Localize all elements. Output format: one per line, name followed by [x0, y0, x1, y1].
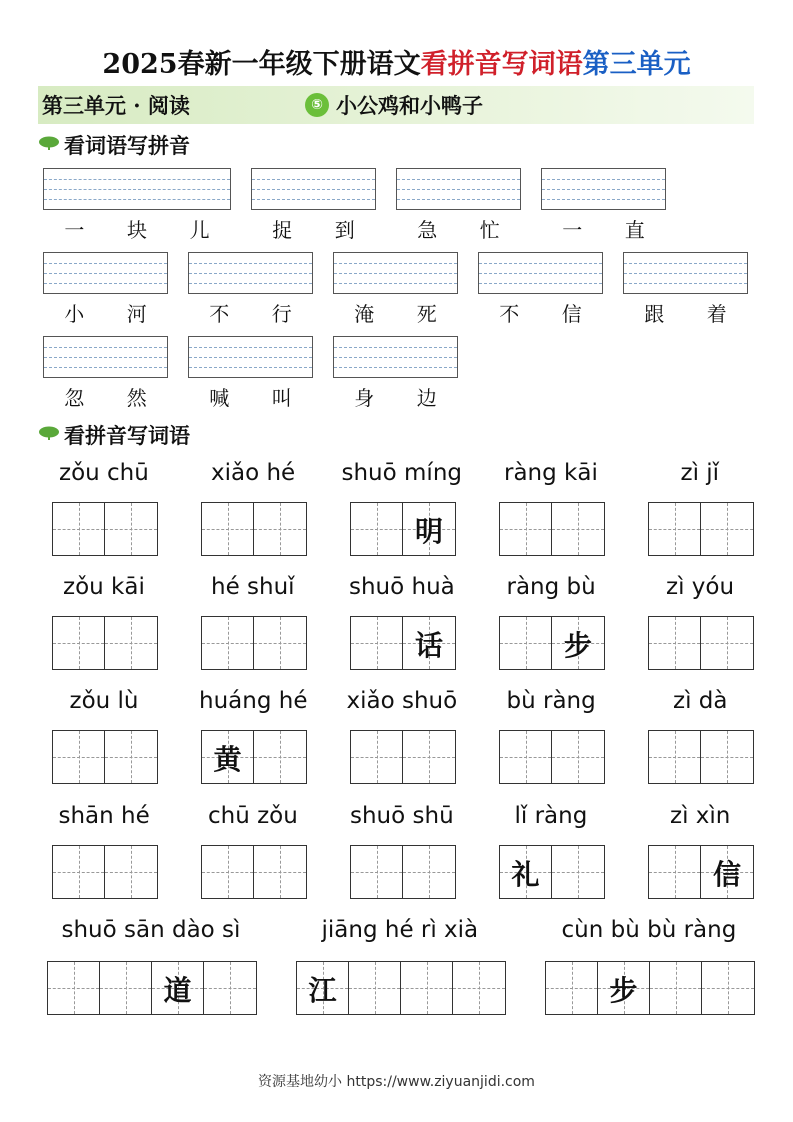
tianzige-grid	[648, 730, 754, 784]
tianzige-grid	[350, 502, 456, 556]
pinyin-prompt: ràng bù	[506, 574, 596, 600]
writing-cell[interactable]	[403, 731, 455, 783]
tianzige-grid	[47, 961, 257, 1015]
word-character: 到	[334, 218, 355, 242]
writing-cell[interactable]	[403, 503, 455, 555]
pinyin-prompt: lǐ ràng	[514, 803, 588, 829]
pinyin-prompt: zì dà	[673, 688, 728, 714]
word-character: 儿	[189, 218, 210, 242]
writing-cell[interactable]	[701, 617, 753, 669]
word-character: 边	[416, 386, 437, 410]
word-character: 河	[126, 302, 147, 326]
given-character: 话	[414, 629, 443, 662]
word-character: 直	[624, 218, 645, 242]
writing-cell[interactable]	[48, 962, 100, 1014]
writing-cell[interactable]	[100, 962, 152, 1014]
given-character: 步	[563, 629, 592, 662]
writing-cell[interactable]	[297, 962, 349, 1014]
pinyin-prompt: shān hé	[58, 803, 150, 829]
pinyin-prompt: zǒu kāi	[63, 574, 145, 600]
pinyin-prompt: jiāng hé rì xià	[321, 917, 479, 943]
given-character: 道	[163, 974, 192, 1007]
footer-source: 资源基地幼小 https://www.ziyuanjidi.com	[258, 1074, 535, 1090]
writing-cell[interactable]	[254, 731, 306, 783]
tianzige-grid	[499, 730, 605, 784]
pinyin-prompt: zì yóu	[666, 574, 735, 600]
tianzige-grid	[201, 845, 307, 899]
writing-cell[interactable]	[152, 962, 204, 1014]
word-character: 一	[64, 218, 85, 242]
title-part-grade: 2025春新一年级下册语文	[102, 49, 421, 80]
writing-cell[interactable]	[351, 731, 403, 783]
tianzige-grid	[201, 502, 307, 556]
writing-cell[interactable]	[649, 503, 701, 555]
writing-cell[interactable]	[202, 617, 254, 669]
word-character: 然	[126, 386, 147, 410]
word-character: 小	[64, 302, 85, 326]
page-title	[0, 42, 793, 81]
writing-cell[interactable]	[500, 617, 552, 669]
pinyin-prompt: shuō sān dào sì	[61, 917, 241, 943]
writing-cell[interactable]	[500, 846, 552, 898]
pinyin-prompt: chū zǒu	[208, 803, 298, 829]
pinyin-prompt: zì xìn	[670, 803, 731, 829]
tianzige-grid	[350, 730, 456, 784]
writing-cell[interactable]	[649, 731, 701, 783]
word-character: 信	[561, 302, 582, 326]
word-character: 身	[354, 386, 375, 410]
word-character: 捉	[272, 218, 293, 242]
writing-cell[interactable]	[500, 503, 552, 555]
word-character: 行	[271, 302, 292, 326]
pinyin-answer-box[interactable]	[623, 252, 748, 294]
pinyin-answer-box[interactable]	[188, 336, 313, 378]
writing-cell[interactable]	[351, 846, 403, 898]
pinyin-prompt: xiǎo hé	[211, 460, 296, 486]
word-character: 不	[499, 302, 520, 326]
section-heading-write-pinyin: 看词语写拼音	[64, 133, 190, 158]
writing-cell[interactable]	[701, 503, 753, 555]
lesson-title: 小公鸡和小鸭子	[336, 93, 483, 118]
writing-cell[interactable]	[349, 962, 401, 1014]
writing-cell[interactable]	[105, 503, 157, 555]
given-character: 步	[609, 974, 638, 1007]
writing-cell[interactable]	[202, 731, 254, 783]
tianzige-grid	[52, 845, 158, 899]
tianzige-grid	[296, 961, 506, 1015]
pinyin-answer-box[interactable]	[43, 168, 231, 210]
writing-cell[interactable]	[552, 846, 604, 898]
word-character: 不	[209, 302, 230, 326]
writing-cell[interactable]	[53, 846, 105, 898]
word-character: 忽	[64, 386, 85, 410]
given-character: 礼	[511, 858, 540, 891]
word-character: 急	[417, 218, 438, 242]
tianzige-grid	[648, 845, 754, 899]
writing-cell[interactable]	[202, 846, 254, 898]
writing-cell[interactable]	[598, 962, 650, 1014]
writing-cell[interactable]	[702, 962, 754, 1014]
writing-cell[interactable]	[105, 846, 157, 898]
word-character: 淹	[354, 302, 375, 326]
pinyin-prompt: shuō míng	[341, 460, 462, 486]
pinyin-answer-box[interactable]	[478, 252, 603, 294]
word-character: 跟	[644, 302, 665, 326]
leaf-icon	[38, 426, 60, 440]
tianzige-grid	[52, 730, 158, 784]
title-part-unit: 第三单元	[582, 49, 691, 80]
word-character: 喊	[209, 386, 230, 410]
tianzige-grid	[201, 616, 307, 670]
tianzige-grid	[648, 616, 754, 670]
writing-cell[interactable]	[105, 731, 157, 783]
leaf-icon	[38, 136, 60, 150]
word-character: 叫	[271, 386, 292, 410]
writing-cell[interactable]	[254, 846, 306, 898]
tianzige-grid	[499, 845, 605, 899]
writing-cell[interactable]	[254, 617, 306, 669]
writing-cell[interactable]	[254, 503, 306, 555]
writing-cell[interactable]	[403, 846, 455, 898]
writing-cell[interactable]	[552, 617, 604, 669]
pinyin-answer-box[interactable]	[333, 252, 458, 294]
tianzige-grid	[545, 961, 755, 1015]
writing-cell[interactable]	[649, 846, 701, 898]
writing-cell[interactable]	[701, 846, 753, 898]
given-character: 明	[414, 515, 443, 548]
word-character: 一	[562, 218, 583, 242]
title-part-task: 看拼音写词语	[420, 49, 583, 80]
pinyin-prompt: ràng kāi	[504, 460, 598, 486]
writing-cell[interactable]	[351, 617, 403, 669]
tianzige-grid	[52, 502, 158, 556]
pinyin-answer-box[interactable]	[188, 252, 313, 294]
writing-cell[interactable]	[53, 503, 105, 555]
word-character: 着	[706, 302, 727, 326]
word-character: 忙	[479, 218, 500, 242]
writing-cell[interactable]	[701, 731, 753, 783]
writing-cell[interactable]	[552, 503, 604, 555]
writing-cell[interactable]	[204, 962, 256, 1014]
given-character: 信	[712, 858, 741, 891]
tianzige-grid	[499, 616, 605, 670]
tianzige-grid	[499, 502, 605, 556]
writing-cell[interactable]	[53, 731, 105, 783]
pinyin-answer-box[interactable]	[333, 336, 458, 378]
writing-cell[interactable]	[500, 731, 552, 783]
tianzige-grid	[52, 616, 158, 670]
pinyin-prompt: zì jǐ	[680, 460, 720, 486]
lesson-number-icon: ⑤	[305, 93, 329, 117]
tianzige-grid	[350, 845, 456, 899]
given-character: 江	[308, 974, 337, 1007]
pinyin-answer-box[interactable]	[43, 252, 168, 294]
writing-cell[interactable]	[552, 731, 604, 783]
writing-cell[interactable]	[202, 503, 254, 555]
pinyin-answer-box[interactable]	[43, 336, 168, 378]
pinyin-prompt: shuō huà	[349, 574, 455, 600]
pinyin-prompt: zǒu lù	[69, 688, 139, 714]
pinyin-answer-box[interactable]	[396, 168, 521, 210]
pinyin-answer-box[interactable]	[541, 168, 666, 210]
tianzige-grid	[648, 502, 754, 556]
pinyin-prompt: zǒu chū	[59, 460, 149, 486]
tianzige-grid	[201, 730, 307, 784]
lesson-unit-label: 第三单元 · 阅读	[42, 93, 190, 118]
word-character: 死	[416, 302, 437, 326]
section-heading-write-words: 看拼音写词语	[64, 423, 190, 448]
tianzige-grid	[350, 616, 456, 670]
given-character: 黄	[213, 743, 242, 776]
pinyin-answer-box[interactable]	[251, 168, 376, 210]
writing-cell[interactable]	[650, 962, 702, 1014]
pinyin-prompt: hé shuǐ	[211, 574, 295, 600]
pinyin-prompt: huáng hé	[199, 688, 308, 714]
writing-cell[interactable]	[453, 962, 505, 1014]
pinyin-prompt: shuō shū	[350, 803, 454, 829]
writing-cell[interactable]	[403, 617, 455, 669]
pinyin-prompt: cùn bù bù ràng	[561, 917, 737, 943]
writing-cell[interactable]	[105, 617, 157, 669]
writing-cell[interactable]	[401, 962, 453, 1014]
writing-cell[interactable]	[546, 962, 598, 1014]
pinyin-prompt: xiǎo shuō	[346, 688, 458, 714]
pinyin-prompt: bù ràng	[506, 688, 596, 714]
writing-cell[interactable]	[649, 617, 701, 669]
writing-cell[interactable]	[351, 503, 403, 555]
writing-cell[interactable]	[53, 617, 105, 669]
word-character: 块	[127, 218, 147, 242]
